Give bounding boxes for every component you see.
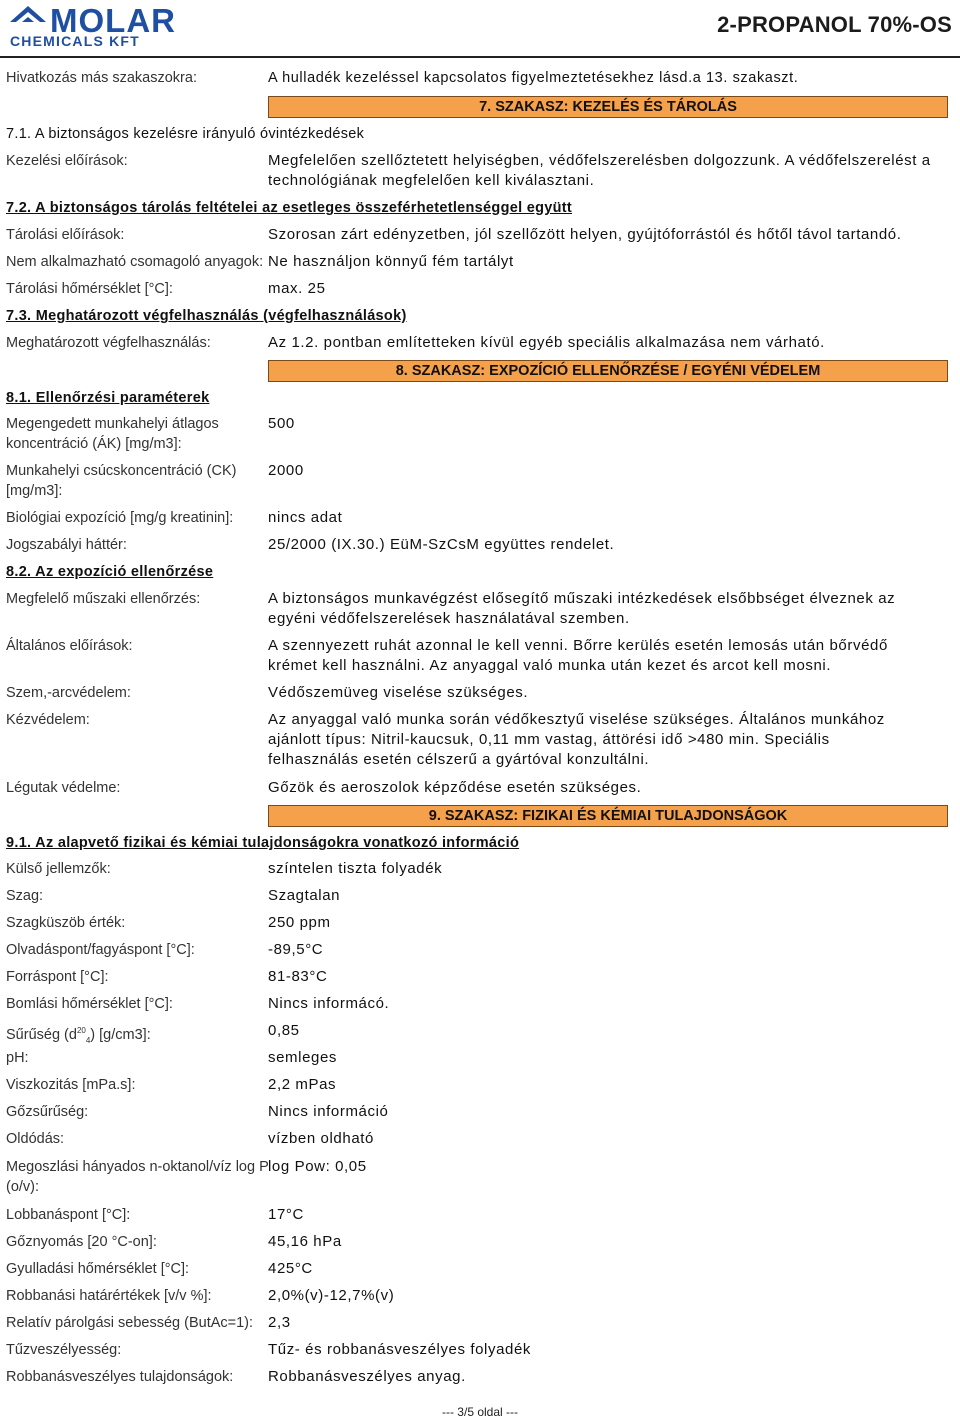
section-9-band: 9. SZAKASZ: FIZIKAI ÉS KÉMIAI TULAJDONSÁGOK [268,805,948,827]
prop-value: Nincs informácó. [268,995,390,1012]
page-header [0,0,960,52]
ck-label-line1: Munkahelyi csúcskoncentráció (CK) [6,463,237,479]
header-divider [0,56,960,58]
section-7-band: 7. SZAKASZ: KEZELÉS ÉS TÁROLÁS [268,96,948,118]
density-label-pre: Sűrűség (d [6,1027,77,1043]
ck-value: 2000 [268,462,304,479]
prop-label: Robbanási határértékek [v/v %]: [6,1288,212,1304]
prop-value: log Pow: 0,05 [268,1158,367,1175]
handling-label: Kezelési előírások: [6,153,128,169]
prop-label: Külső jellemzők: [6,861,111,877]
bio-exposure-label: Biológiai expozíció [mg/g kreatinin]: [6,510,234,526]
storage-label: Tárolási előírások: [6,227,125,243]
prop-label: Gőzsűrűség: [6,1104,89,1120]
prop-label: Tűzveszélyesség: [6,1342,122,1358]
reference-value: A hulladék kezeléssel kapcsolatos figyelmeztetésekhez lásd.a 13. szakaszt. [268,70,799,86]
general-rules-label: Általános előírások: [6,638,133,654]
prop-label: Forráspont [°C]: [6,969,109,985]
prop-label: Szagküszöb érték: [6,915,126,931]
handling-value-line2: technológiának megfelelően kell kiválasztani. [268,172,595,189]
hand-protection-line3: felhasználás esetén célszerű a gyártóval konzultálni. [268,751,650,768]
eye-protection-value: Védőszemüveg viselése szükséges. [268,684,529,701]
end-use-label: Meghatározott végfelhasználás: [6,335,211,351]
prop-value: semleges [268,1049,337,1066]
reference-label: Hivatkozás más szakaszokra: [6,70,197,86]
prop-value: 81-83°C [268,968,328,985]
ak-label-line2: koncentráció (ÁK) [mg/m3]: [6,436,182,452]
density-label-post: ) [g/cm3]: [90,1027,151,1043]
storage-temp-value: max. 25 [268,280,326,297]
prop-value: 2,3 [268,1314,291,1331]
prop-value: vízben oldható [268,1130,374,1147]
subsection-8-2: 8.2. Az expozíció ellenőrzése [6,564,214,580]
prop-label: Olvadáspont/fagyáspont [°C]: [6,942,195,958]
prop-label: pH: [6,1050,29,1066]
prop-label: Viszkozitás [mPa.s]: [6,1077,136,1093]
prop-label: Gőznyomás [20 °C-on]: [6,1234,157,1250]
prop-value: 425°C [268,1260,313,1277]
prop-value: színtelen tiszta folyadék [268,860,443,877]
prop-label: Szag: [6,888,44,904]
document-title: 2-PROPANOL 70%-OS [717,12,952,37]
section-8-band: 8. SZAKASZ: EXPOZÍCIÓ ELLENŐRZÉSE / EGYÉNI VÉDELEM [268,360,948,382]
logo-text-molar: MOLAR [50,2,176,39]
prop-label: Robbanásveszélyes tulajdonságok: [6,1369,234,1385]
prop-label: Oldódás: [6,1131,65,1147]
legal-label: Jogszabályi háttér: [6,537,127,553]
packaging-label: Nem alkalmazható csomagoló anyagok: [6,254,264,270]
respiratory-value: Gőzök és aeroszolok képződése esetén szükséges. [268,779,642,796]
eye-protection-label: Szem,-arcvédelem: [6,685,131,701]
density-label [6,1021,151,1051]
hand-protection-label: Kézvédelem: [6,712,90,728]
hand-protection-line2: ajánlott típus: Nitril-kaucsuk, 0,11 mm vastag, áttörési idő >480 min. Speciális [268,731,830,748]
ck-label-line2: [mg/m3]: [6,483,63,499]
ak-value: 500 [268,415,295,432]
prop-value: 2,0%(v)-12,7%(v) [268,1287,395,1304]
prop-value: Szagtalan [268,887,341,904]
prop-value: 0,85 [268,1022,300,1039]
handling-value-line1: Megfelelően szellőztetett helyiségben, védőfelszerelésben dolgozzunk. A védőfelszerelést a [268,152,931,169]
prop-value: 17°C [268,1206,304,1223]
prop-value: 45,16 hPa [268,1233,342,1250]
density-sup: 20 [76,1026,86,1035]
prop-value: 2,2 mPas [268,1076,337,1093]
storage-value: Szorosan zárt edényzetben, jól szellőzött helyen, gyújtóforrástól és hőtől távol tartandó. [268,226,902,243]
company-logo [6,2,228,48]
partition-label-line1: Megoszlási hányados n-oktanol/víz log P [6,1159,269,1175]
density-sub: 4 [85,1035,91,1045]
end-use-value: Az 1.2. pontban említetteken kívül egyéb speciális alkalmazása nem várható. [268,334,825,351]
legal-value: 25/2000 (IX.30.) EüM-SzCsM együttes rendelet. [268,536,615,553]
subsection-7-3: 7.3. Meghatározott végfelhasználás (végfelhasználások) [6,308,407,324]
subsection-7-2: 7.2. A biztonságos tárolás feltételei az esetleges összeférhetetlenséggel együtt [6,200,573,216]
logo-text-chemicals: CHEMICALS KFT [10,33,140,48]
prop-label: Bomlási hőmérséklet [°C]: [6,996,173,1012]
prop-label: Gyulladási hőmérséklet [°C]: [6,1261,190,1277]
prop-label: Lobbanáspont [°C]: [6,1207,131,1223]
prop-value: 250 ppm [268,914,331,931]
bio-exposure-value: nincs adat [268,509,343,526]
prop-value: Robbanásveszélyes anyag. [268,1368,466,1385]
respiratory-label: Légutak védelme: [6,780,121,796]
subsection-7-1: 7.1. A biztonságos kezelésre irányuló óvintézkedések [6,126,365,142]
subsection-8-1: 8.1. Ellenőrzési paraméterek [6,390,210,406]
prop-value: Tűz- és robbanásveszélyes folyadék [268,1341,532,1358]
engineering-controls-label: Megfelelő műszaki ellenőrzés: [6,591,201,607]
prop-label: Relatív párolgási sebesség (ButAc=1): [6,1315,254,1331]
partition-label-line2: (o/v): [6,1179,40,1195]
logo-mark-icon [10,6,46,22]
prop-value: -89,5°C [268,941,324,958]
general-rules-line1: A szennyezett ruhát azonnal le kell venni. Bőrre kerülés esetén lemosás után bőrvédő [268,637,888,654]
ak-label-line1: Megengedett munkahelyi átlagos [6,416,219,432]
page-footer: --- 3/5 oldal --- [441,1405,518,1419]
hand-protection-line1: Az anyaggal való munka során védőkesztyű viselése szükséges. Általános munkához [268,711,885,728]
general-rules-line2: krémet kell használni. Az anyaggal való munka után kezet és arcot kell mosni. [268,657,832,674]
subsection-9-1: 9.1. Az alapvető fizikai és kémiai tulajdonságokra vonatkozó információ [6,835,520,851]
engineering-controls-line1: A biztonságos munkavégzést elősegítő műszaki intézkedések elsőbbséget élveznek az [268,590,896,607]
storage-temp-label: Tárolási hőmérséklet [°C]: [6,281,173,297]
packaging-value: Ne használjon könnyű fém tartályt [268,253,514,270]
engineering-controls-line2: egyéni védőfelszerelések használatával szemben. [268,610,630,627]
prop-value: Nincs információ [268,1103,389,1120]
